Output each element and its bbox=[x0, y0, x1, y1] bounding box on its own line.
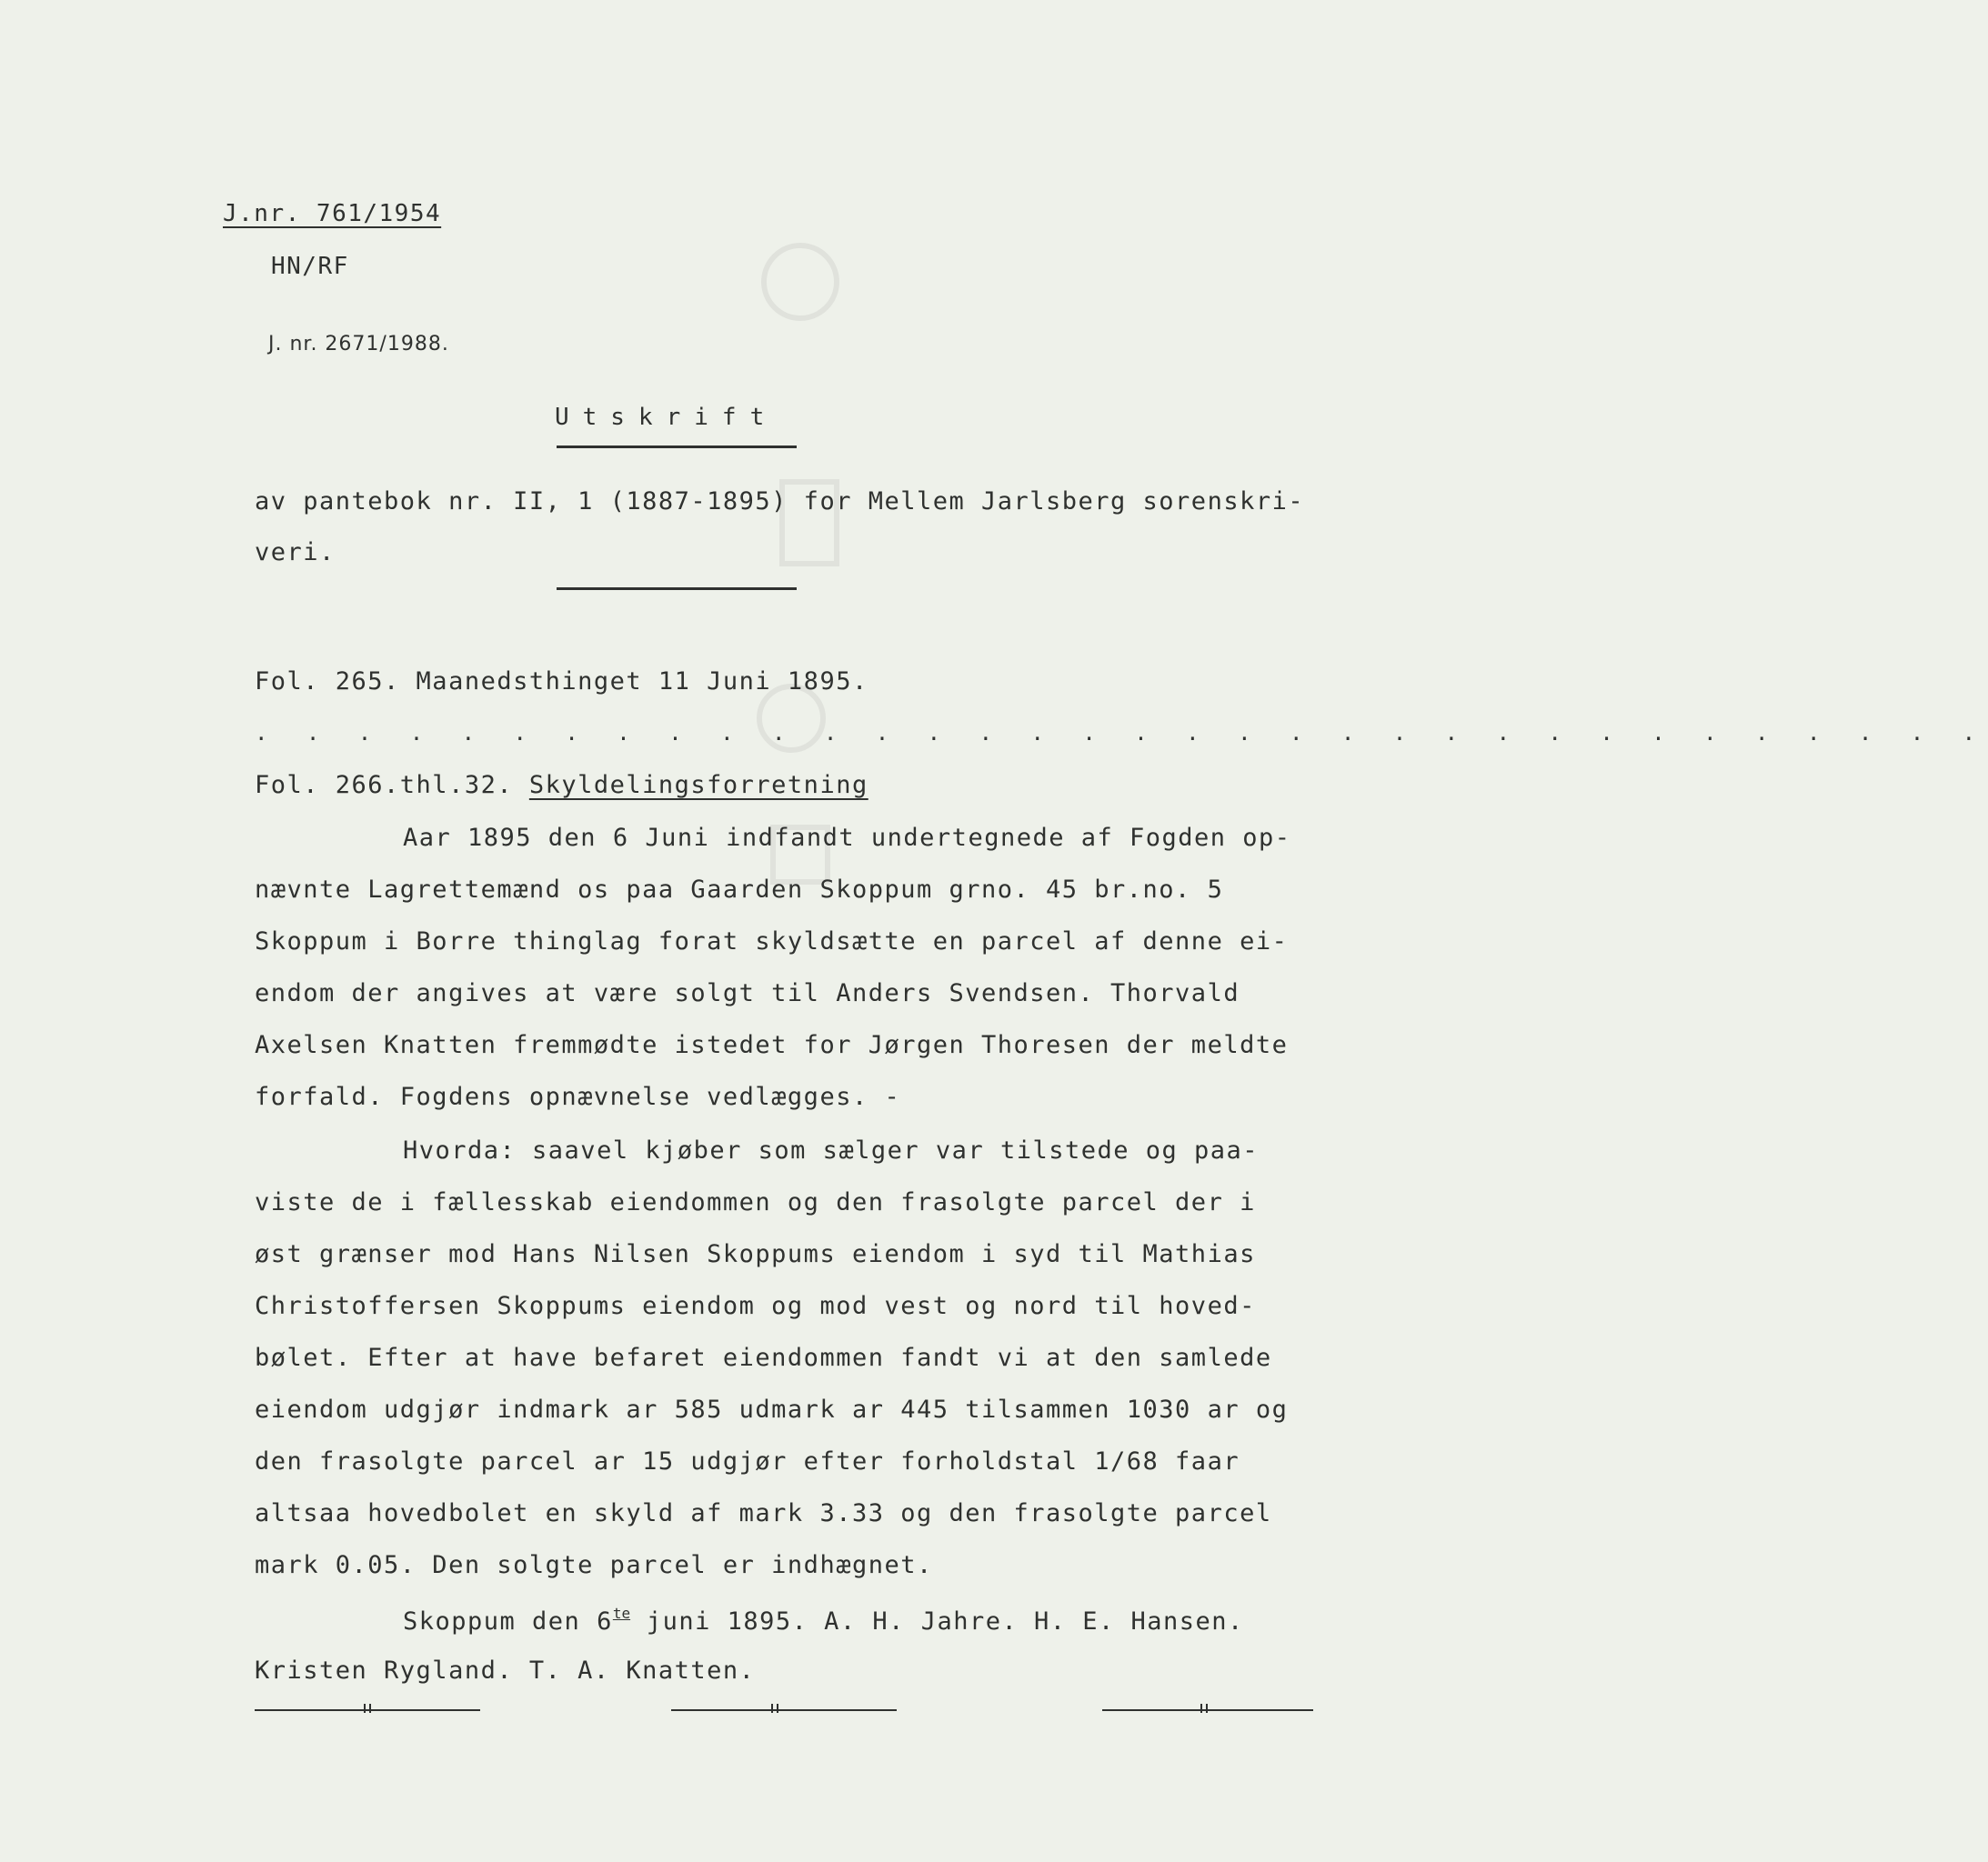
journal-number-1988: J. nr. 2671/1988. bbox=[268, 333, 449, 355]
paragraph-2-line: Hvorda: saavel kjøber som sælger var tilstede og paa- bbox=[403, 1136, 1260, 1165]
paragraph-2-line: eiendom udgjør indmark ar 585 udmark ar 445 tilsammen 1030 ar og bbox=[255, 1396, 1289, 1424]
paragraph-2-line: bølet. Efter at have befaret eiendommen fandt vi at den samlede bbox=[255, 1344, 1272, 1372]
paragraph-2-line: viste de i fællesskab eiendommen og den frasolgte parcel der i bbox=[255, 1188, 1256, 1216]
initials: HN/RF bbox=[271, 253, 349, 280]
folio-266-entry bbox=[255, 771, 868, 799]
dotted-separator: . . . . . . . . . . . . . . . . . . . . . . . . . . . . . . . . . . bbox=[255, 720, 1988, 746]
skyldelingsforretning-heading: Skyldelingsforretning bbox=[528, 771, 868, 799]
closing-rule-tick bbox=[369, 1704, 371, 1713]
closing-rule-tick bbox=[771, 1704, 773, 1713]
paragraph-1-line: nævnte Lagrettemænd os paa Gaarden Skoppum grno. 45 br.no. 5 bbox=[255, 876, 1224, 904]
subtitle-line-1: av pantebok nr. II, 1 (1887-1895) for Mellem Jarlsberg sorenskri- bbox=[255, 487, 1305, 516]
paragraph-1-line: Skoppum i Borre thinglag forat skyldsætte en parcel af denne ei- bbox=[255, 927, 1289, 956]
closing-rule-tick bbox=[364, 1704, 366, 1713]
paragraph-2-line: mark 0.05. Den solgte parcel er indhægnet. bbox=[255, 1551, 933, 1579]
closing-rule-middle bbox=[671, 1709, 897, 1711]
paragraph-2-line: den frasolgte parcel ar 15 udgjør efter forholdstal 1/68 faar bbox=[255, 1447, 1240, 1476]
closing-rule-left bbox=[255, 1709, 480, 1711]
journal-number-1954: J.nr. 761/1954 bbox=[223, 200, 442, 227]
signature-date-pre: Skoppum den 6 bbox=[403, 1607, 613, 1636]
closing-rule-tick bbox=[777, 1704, 778, 1713]
ordinal-suffix: te bbox=[612, 1605, 631, 1622]
signature-line-2: Kristen Rygland. T. A. Knatten. bbox=[255, 1657, 756, 1685]
paragraph-1-line: endom der angives at være solgt til Anders Svendsen. Thorvald bbox=[255, 979, 1240, 1007]
paragraph-1-line: forfald. Fogdens opnævnelse vedlægges. - bbox=[255, 1083, 901, 1111]
section-divider bbox=[557, 587, 797, 590]
subtitle-line-2: veri. bbox=[255, 538, 336, 566]
document-title: Utskrift bbox=[555, 404, 778, 431]
paragraph-2-line: Christoffersen Skoppums eiendom og mod vest og nord til hoved- bbox=[255, 1292, 1256, 1320]
paragraph-1-line: Axelsen Knatten fremmødte istedet for Jørgen Thoresen der meldte bbox=[255, 1031, 1289, 1059]
signature-date-post: juni 1895. A. H. Jahre. H. E. Hansen. bbox=[630, 1607, 1244, 1636]
paragraph-2-line: altsaa hovedbolet en skyld af mark 3.33 og den frasolgte parcel bbox=[255, 1499, 1272, 1527]
signature-line-1 bbox=[403, 1605, 1244, 1636]
closing-rule-tick bbox=[1206, 1704, 1208, 1713]
closing-rule-right bbox=[1102, 1709, 1313, 1711]
closing-rule-tick bbox=[1200, 1704, 1202, 1713]
title-underline bbox=[557, 445, 797, 448]
folio-265-entry: Fol. 265. Maanedsthinget 11 Juni 1895. bbox=[255, 667, 868, 696]
paragraph-1-line: Aar 1895 den 6 Juni indfandt undertegnede af Fogden op- bbox=[403, 824, 1291, 852]
paragraph-2-line: øst grænser mod Hans Nilsen Skoppums eiendom i syd til Mathias bbox=[255, 1240, 1256, 1268]
folio-266-prefix: Fol. 266.thl.32. bbox=[255, 771, 529, 799]
